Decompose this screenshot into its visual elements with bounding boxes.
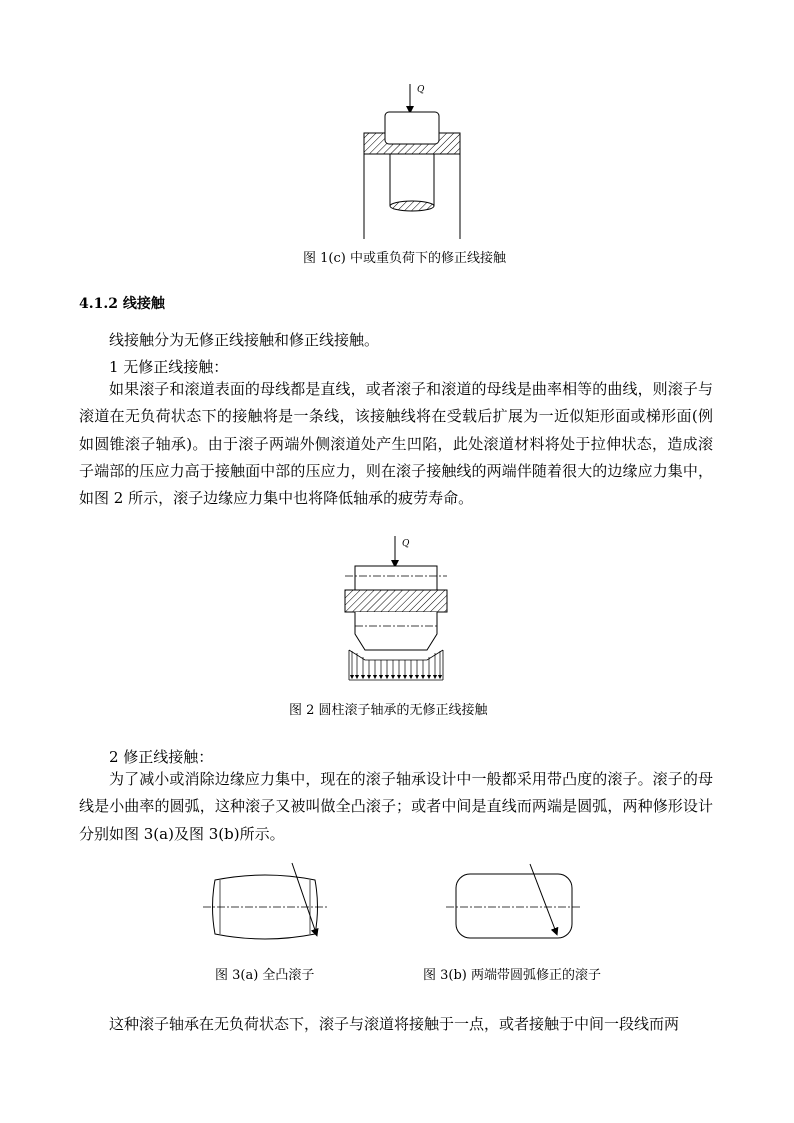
item1-title: 1 无修正线接触： (109, 358, 229, 376)
figure-3a-caption: 图 3(a) 全凸滚子 (215, 968, 315, 983)
item1-body: 如果滚子和滚道表面的母线都是直线，或者滚子和滚道的母线是曲率相等的曲线，则滚子与滚道在无负荷状态下的接触将是一条线，该接触线将在受载后扩展为一近似矩形面或梯形面(例如圆锥滚子轴承)。由于滚子两端外侧滚道处产生凹陷，此处滚道材料将处于拉伸状态，造成滚子端部的压应力高于接触面中部的压应力，则在滚子接触线的两端伴随着很大的边缘应力集中，如图 2 所示，滚子边缘应力集中也将降低轴承的疲劳寿命。 (79, 380, 713, 508)
figure-3b-drawing (444, 862, 584, 944)
figure-1c-drawing (355, 76, 467, 246)
figure-1c-load-label: Q (417, 85, 425, 95)
item2-title: 2 修正线接触： (109, 748, 214, 766)
closing-paragraph: 这种滚子轴承在无负荷状态下，滚子与滚道将接触于一点，或者接触于中间一段线而两 (109, 1015, 680, 1033)
figure-2-drawing (335, 530, 455, 695)
figure-3a-drawing (200, 860, 330, 940)
intro-paragraph: 线接触分为无修正线接触和修正线接触。 (109, 331, 380, 349)
section-heading: 4.1.2 线接触 (79, 296, 165, 312)
item2-body: 为了减小或消除边缘应力集中，现在的滚子轴承设计中一般都采用带凸度的滚子。滚子的母线是小曲率的圆弧，这种滚子又被叫做全凸滚子；或者中间是直线而两端是圆弧，两种修形设计分别如图 3(a)及图 3(b)所示。 (79, 770, 713, 843)
figure-3b-caption: 图 3(b) 两端带圆弧修正的滚子 (423, 968, 602, 983)
figure-2-load-label: Q (402, 539, 410, 549)
figure-2-caption: 图 2 圆柱滚子轴承的无修正线接触 (289, 703, 488, 718)
figure-1c-caption: 图 1(c) 中或重负荷下的修正线接触 (303, 251, 506, 266)
